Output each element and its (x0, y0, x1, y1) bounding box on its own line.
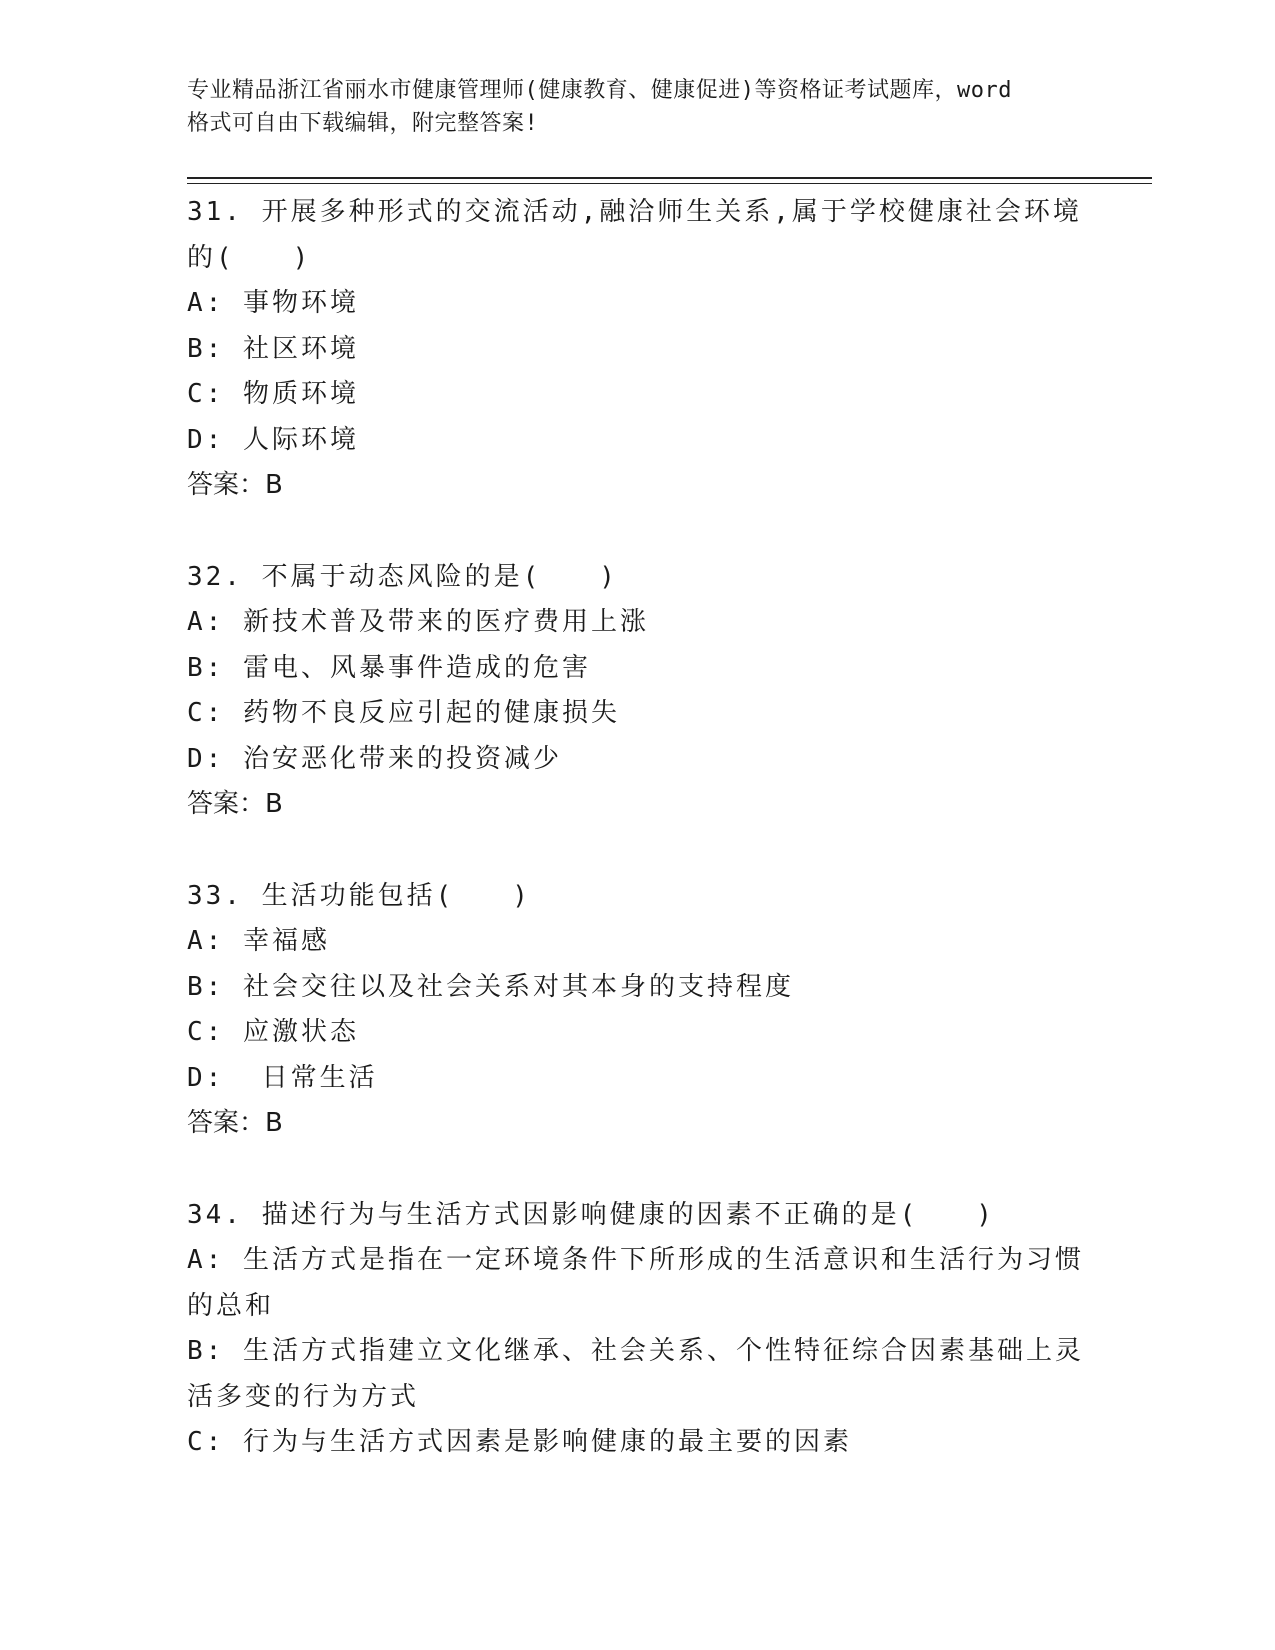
option-b: B: 生活方式指建立文化继承、社会关系、个性特征综合因素基础上灵 (187, 1336, 1084, 1366)
question-33 (187, 874, 1087, 1147)
option-d: D: 日常生活 (187, 1062, 378, 1093)
question-32 (187, 555, 1087, 828)
option-b-continued: 活多变的行为方式 (187, 1381, 420, 1412)
option-c: C: 物质环境 (187, 379, 359, 409)
question-stem-line: 的( ) (187, 242, 312, 273)
option-c: C: 药物不良反应引起的健康损失 (187, 698, 620, 728)
option-a: A: 生活方式是指在一定环境条件下所形成的生活意识和生活行为习惯 (187, 1245, 1084, 1275)
option-a-continued: 的总和 (187, 1290, 275, 1321)
answer: 答案：B (187, 1108, 283, 1138)
header-divider-thick (187, 177, 1152, 179)
option-d: D: 治安恶化带来的投资减少 (187, 743, 562, 774)
option-b: B: 社区环境 (187, 333, 359, 364)
answer: 答案：B (187, 470, 283, 500)
option-d: D: 人际环境 (187, 424, 359, 455)
question-stem-line: 31. 开展多种形式的交流活动,融洽师生关系,属于学校健康社会环境 (187, 197, 1082, 227)
question-stem-line: 32. 不属于动态风险的是( ) (187, 561, 618, 592)
header-line-1: 专业精品浙江省丽水市健康管理师(健康教育、健康促进)等资格证考试题库，word (187, 78, 1012, 103)
header-line-2: 格式可自由下载编辑，附完整答案! (187, 111, 539, 136)
question-stem-line: 34. 描述行为与生活方式因影响健康的因素不正确的是( ) (187, 1199, 995, 1230)
option-a: A: 幸福感 (187, 926, 330, 956)
option-b: B: 社会交往以及社会关系对其本身的支持程度 (187, 971, 794, 1002)
option-c: C: 行为与生活方式因素是影响健康的最主要的因素 (187, 1427, 852, 1457)
option-b: B: 雷电、风暴事件造成的危害 (187, 652, 591, 683)
page-header (187, 74, 1087, 140)
answer: 答案：B (187, 789, 283, 819)
option-a: A: 新技术普及带来的医疗费用上涨 (187, 607, 649, 637)
question-list (187, 190, 1087, 1512)
question-stem-line: 33. 生活功能包括( ) (187, 880, 531, 911)
question-34 (187, 1193, 1087, 1466)
option-c: C: 应激状态 (187, 1017, 359, 1047)
header-divider-thin (187, 183, 1152, 184)
option-a: A: 事物环境 (187, 288, 359, 318)
question-31 (187, 190, 1087, 509)
